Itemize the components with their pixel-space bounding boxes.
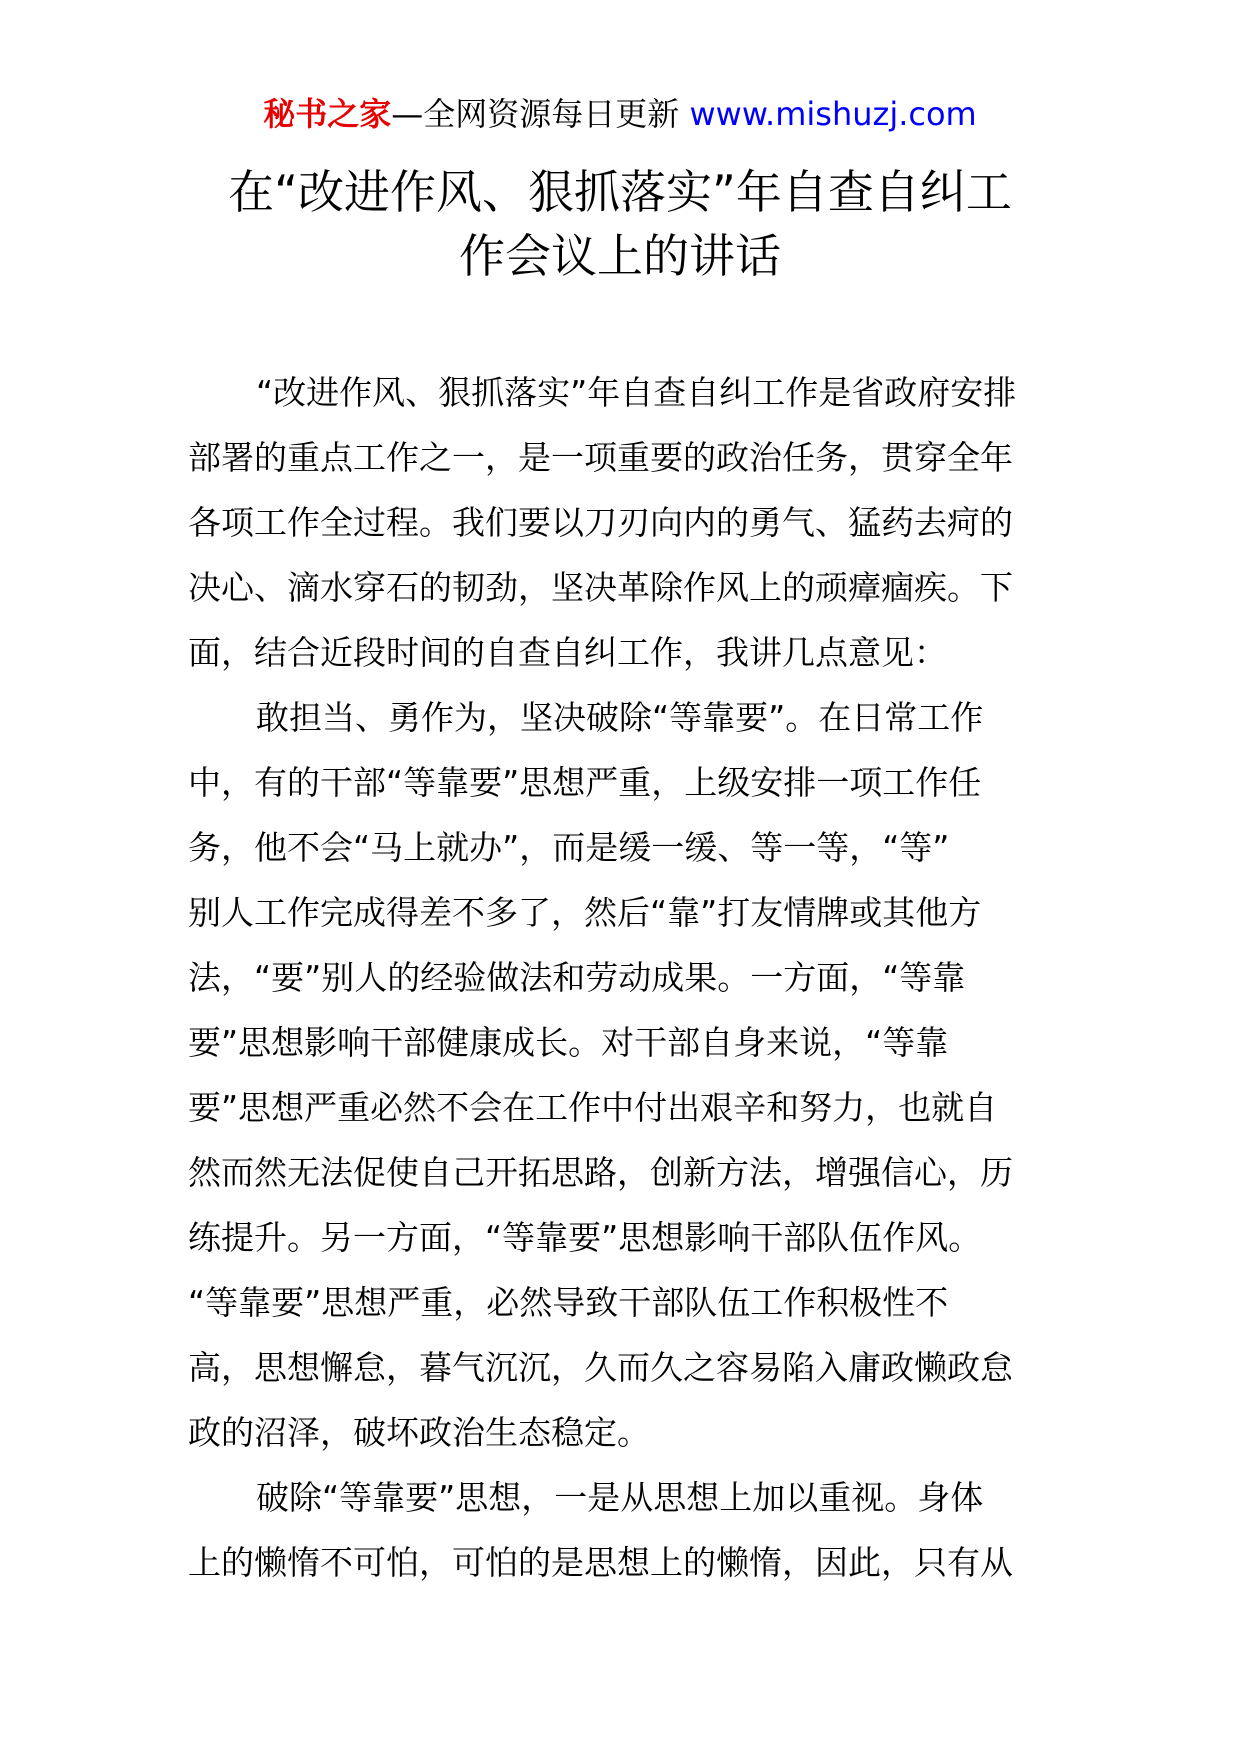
site-header bbox=[0, 94, 1240, 134]
paragraph-1-line: 各项工作全过程。我们要以刀刃向内的勇气、猛药去疴的 bbox=[188, 503, 1013, 542]
paragraph-2-line: 法，“要”别人的经验做法和劳动成果。一方面，“等靠 bbox=[188, 958, 966, 997]
paragraph-2-line: “等靠要”思想严重，必然导致干部队伍工作积极性不 bbox=[188, 1283, 949, 1322]
title-line: 作会议上的讲话 bbox=[459, 229, 781, 283]
paragraph-3-line: 上的懒惰不可怕，可怕的是思想上的懒惰，因此，只有从 bbox=[188, 1543, 1013, 1582]
paragraph-2-line: 政的沼泽，破坏政治生态稳定。 bbox=[188, 1413, 650, 1452]
paragraph-2-line: 中，有的干部“等靠要”思想严重，上级安排一项工作任 bbox=[188, 763, 982, 802]
paragraph-2-line: 务，他不会“马上就办”，而是缓一缓、等一等，“等” bbox=[188, 828, 950, 867]
paragraph-2-line: 别人工作完成得差不多了，然后“靠”打友情牌或其他方 bbox=[188, 893, 982, 932]
site-tagline: —全网资源每日更新 bbox=[391, 95, 690, 133]
document-body bbox=[188, 360, 1058, 1595]
document-title bbox=[190, 160, 1050, 288]
paragraph-2-line: 高，思想懈怠，暮气沉沉，久而久之容易陷入庸政懒政怠 bbox=[188, 1348, 1013, 1387]
paragraph-2-line: 要”思想影响干部健康成长。对干部自身来说，“等靠 bbox=[188, 1023, 949, 1062]
paragraph-2-line: 要”思想严重必然不会在工作中付出艰辛和努力，也就自 bbox=[188, 1088, 998, 1127]
paragraph-3-line: 破除“等靠要”思想，一是从思想上加以重视。身体 bbox=[256, 1478, 984, 1517]
paragraph-2-line: 敢担当、勇作为，坚决破除“等靠要”。在日常工作 bbox=[256, 698, 984, 737]
paragraph-1-line: 面，结合近段时间的自查自纠工作，我讲几点意见： bbox=[188, 633, 947, 672]
paragraph-1-line: 部署的重点工作之一，是一项重要的政治任务，贯穿全年 bbox=[188, 438, 1013, 477]
paragraph-2-line: 练提升。另一方面，“等靠要”思想影响干部队伍作风。 bbox=[188, 1218, 982, 1257]
title-line: 在“改进作风、狠抓落实”年自查自纠工 bbox=[228, 165, 1012, 219]
paragraph-2-line: 然而然无法促使自己开拓思路，创新方法，增强信心，历 bbox=[188, 1153, 1013, 1192]
site-url-link[interactable]: www.mishuzj.com bbox=[689, 95, 977, 133]
site-brand: 秘书之家 bbox=[263, 95, 392, 133]
paragraph-1-line: 决心、滴水穿石的韧劲，坚决革除作风上的顽瘴痼疾。下 bbox=[188, 568, 1013, 607]
paragraph-1-line: “改进作风、狠抓落实”年自查自纠工作是省政府安排 bbox=[256, 373, 1017, 412]
